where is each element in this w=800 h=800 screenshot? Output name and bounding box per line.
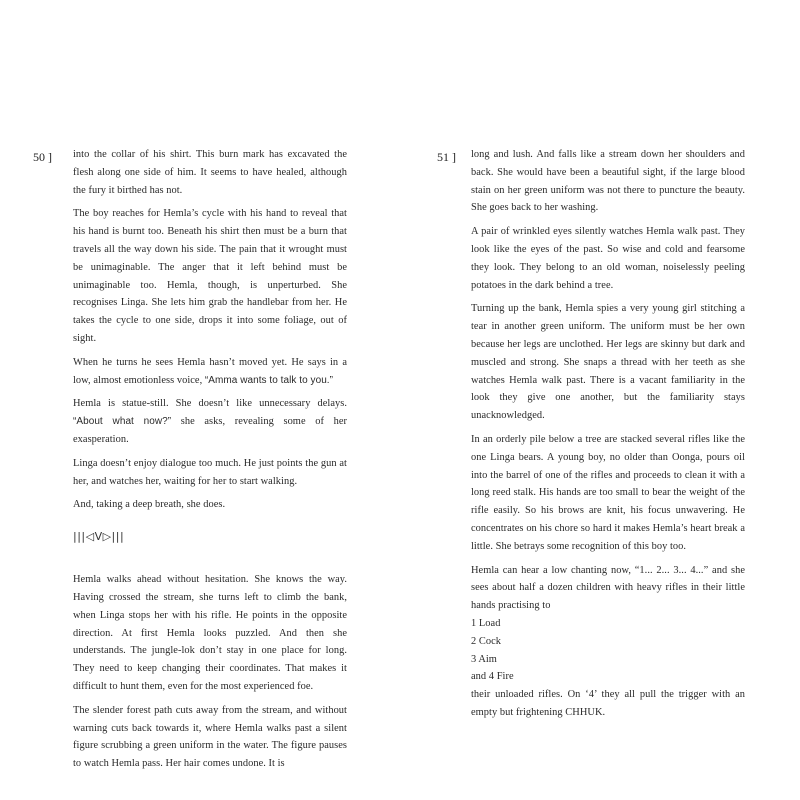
dialogue: “Amma wants to talk to you.”	[204, 374, 334, 386]
list-item: 3 Aim	[471, 653, 497, 665]
page-number-right: 51 ]	[437, 150, 456, 164]
list-item: and 4 Fire	[471, 671, 514, 683]
paragraph-text: When he turns he sees Hemla hasn’t moved yet. He says in a low, almost emotionless voice,	[73, 356, 347, 386]
paragraph: And, taking a deep breath, she does.	[73, 499, 226, 511]
left-page-column	[73, 146, 347, 779]
paragraph: The slender forest path cuts away from the stream, and without warning cuts back towards it, where Hemla walks past a silent figure scrubbing a green uniform in the water. The figure pauses to watch Hemla pass. Her hair comes undone. It is	[73, 704, 347, 770]
paragraph: Linga doesn’t enjoy dialogue too much. He just points the gun at her, and watches her, waiting for her to start walking.	[73, 457, 347, 487]
paragraph: Hemla can hear a low chanting now, “1... 2... 3... 4...” and she sees about half a dozen children with heavy rifles in their little hands practising to	[471, 564, 745, 612]
paragraph: long and lush. And falls like a stream down her shoulders and back. She would have been a beautiful sight, if the large blood stain on her green uniform was not there to puncture the beauty. She goes back to her washing.	[471, 149, 745, 214]
list-item: 2 Cock	[471, 635, 502, 647]
paragraph: into the collar of his shirt. This burn mark has excavated the flesh along one side of him. It seems to have healed, although the fury it birthed has not.	[73, 149, 347, 196]
paragraph: their unloaded rifles. On ‘4’ they all pull the trigger with an empty but frightening CHHUK.	[471, 689, 745, 718]
paragraph: In an orderly pile below a tree are stacked several rifles like the one Linga bears. A young boy, no older than Oonga, pours oil into the barrel of one of the rifles and proceeds to clean it with a long reed stalk. His hands are too small to bear the weight of the rifle easily. So his brows are knit, his focus unwavering. He concentrates on his chore so hard it makes Hemla’s heart break a little. She betrays some recognition of this boy too.	[471, 433, 745, 552]
paragraph	[73, 395, 347, 448]
paragraph: The boy reaches for Hemla’s cycle with his hand to reveal that his hand is burnt too. Beneath his shirt then must be a burn that travels all the way down his side. The pain that it wrought must be unimaginable. The anger that it left behind must be unimaginable too. Hemla, though, is unperturbed. She recognises Linga. She lets him grab the handlebar from her. He takes the cycle to one side, drops it into some foliage, out of sight.	[73, 208, 347, 344]
page-number-left: 50 ]	[33, 150, 52, 164]
paragraph: Turning up the bank, Hemla spies a very young girl stitching a tear in another green uniform. The uniform must be her own because her legs are unclothed. Her legs are skinny but dark and muscled and strong. She snaps a thread with her teeth as she watches Hemla walk past. There is a vacant familiarity in the look they give one another, but the familiarity stays unacknowledged.	[471, 303, 745, 422]
list-item: 1 Load	[471, 617, 501, 629]
paragraph-text: she asks, revealing some of her exasperation.	[73, 416, 348, 445]
paragraph: Hemla walks ahead without hesitation. She knows the way. Having crossed the stream, she turns left to climb the bank, when Linga stops her with his rifle. He points in the opposite direction. At first Hemla looks puzzled. And then she understands. The jungle-lok don’t stay in one place for long. They need to keep changing their coordinates. That makes it difficult to hunt them, even for the most experienced foe.	[73, 574, 347, 692]
section-divider: |||◁V▷|||	[73, 530, 125, 544]
paragraph	[73, 354, 347, 390]
right-page-column	[471, 146, 745, 728]
paragraph: A pair of wrinkled eyes silently watches Hemla walk past. They look like the eyes of the past. So wise and cold and fearsome they look. They belong to an old woman, noiselessly peeling potatoes in the dark behind a tree.	[471, 226, 745, 291]
paragraph-text: Hemla is statue-still. She doesn’t like unnecessary delays.	[73, 398, 347, 410]
dialogue: “About what now?”	[73, 416, 172, 428]
